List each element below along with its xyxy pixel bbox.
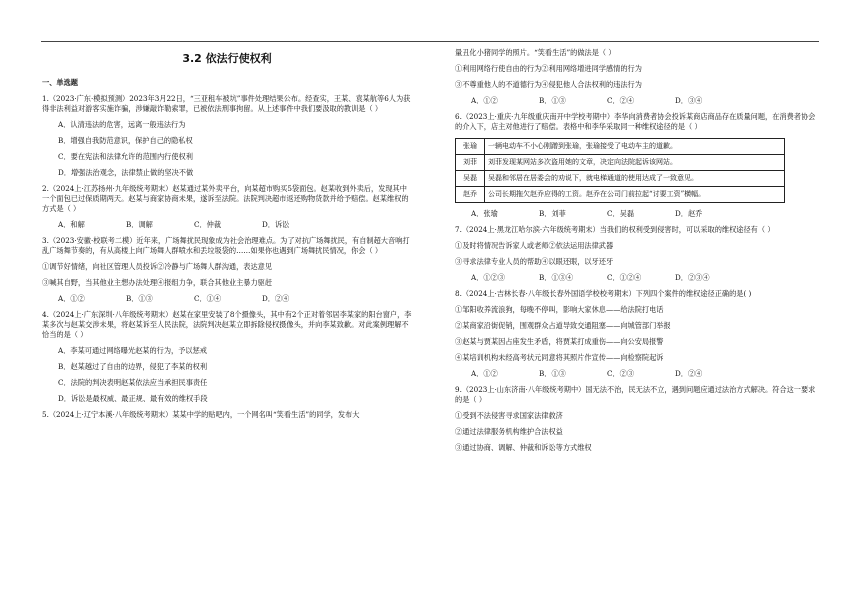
- statement-line: ②通过法律服务机构维护合法权益: [455, 427, 563, 436]
- table-cell-text: 公司长期拖欠赵乔应得的工资。赵乔在公司门前拉起“讨要工资”横幅。: [485, 187, 785, 203]
- table-cell-name: 赵乔: [456, 187, 485, 203]
- option: C．要在宪法和法律允许的范围内行使权利: [58, 152, 193, 161]
- question-5: 5.（2024上·辽宁本溪·八年级统考期末）某某中学的贴吧内，一个网名叫“笑看生活”的同学，发布大: [42, 410, 360, 419]
- option: C．①②④: [607, 273, 642, 282]
- question-5-continued: 量丑化小猪同学的照片。“笑看生活”的做法是（ ）: [455, 48, 616, 57]
- options-row: [471, 209, 820, 219]
- statement-line: ①调节好情绪，向社区管理人员投诉②冷静与广场舞人群沟通，表达意见: [42, 262, 273, 271]
- option: D．③④: [675, 96, 703, 105]
- option: A．认清违法的危害，远离一般违法行为: [58, 120, 186, 129]
- options-row: [58, 220, 412, 230]
- option: B．刘菲: [539, 209, 566, 218]
- statement-line: ③寻求法律专业人员的帮助④以眼还眼，以牙还牙: [455, 257, 614, 266]
- option: D．增强法治观念，法律禁止做的坚决不做: [58, 168, 194, 177]
- section-heading: 一、单选题: [42, 78, 78, 87]
- table-cell-text: 一辆电动车不小心刚蹭到张瑜，张瑜接受了电动车主的道歉。: [485, 139, 785, 155]
- table-row: [456, 187, 785, 203]
- option: A．李某可通过网络曝光赵某的行为，予以惩戒: [58, 346, 207, 355]
- option: A．张瑜: [471, 209, 498, 218]
- option: D．②③④: [675, 273, 710, 282]
- option: D．诉讼: [262, 220, 290, 229]
- question-8: 8.（2024上·吉林长春·八年级长春外国语学校校考期末）下列四个案件的维权途径正确的是( ): [455, 289, 752, 298]
- option: B．①③: [539, 96, 566, 105]
- question-4: 4.（2024上·广东深圳·八年级统考期末）赵某在家里安装了8个摄像头，其中有2个正对着邻居李某家的阳台窗户，李某多次与赵某交涉未果，将赵某诉至人民法院，法院判决赵某立即拆除侵权摄像头，并向李某致歉。对此案例理解不恰当的是（ ）: [42, 310, 412, 339]
- header-rule: [41, 41, 819, 42]
- question-1: 1.（2023·广东·模拟预测）2023年3月22日，“三亚租车被坑”事件处理结果公布。经查实，王某、袁某航等6人为获得非法利益对游客实施诈骗，涉嫌敲诈勒索罪，已被依法刑事拘留。从上述事件中我们要汲取的教训是（ ）: [42, 94, 411, 113]
- option: B．①③: [539, 369, 566, 378]
- statement-line: ④某培训机构未经高考状元同意将其照片作宣传——向检察院起诉: [455, 353, 664, 362]
- options-row: [471, 96, 820, 106]
- question-2: 2.（2024上·江苏扬州·九年级统考期末）赵某通过某外卖平台，向某超市购买5袋面包。赵某收到外卖后，发现其中一个面包已过保质期两天。赵某与商家协商未果，遂诉至法院。法院判决超市返还购物货款并给予赔偿。赵某维权的方式是（ ）: [42, 184, 409, 213]
- statement-line: ①及时将情况告诉家人或老师②依法运用法律武器: [455, 241, 614, 250]
- question-6: 6.（2023上·重庆·九年级重庆南开中学校考期中）李华向消费者协会投诉某商店商品存在质量问题，在消费者协会的介入下，店主对他进行了赔偿。表格中和李华采取同一种维权途径的是（ ）: [455, 112, 816, 131]
- left-column: [42, 48, 412, 426]
- question-7: 7.（2024上·黑龙江哈尔滨·六年级统考期末）当我们的权利受到侵害时，可以采取的维权途径有（ ）: [455, 225, 775, 234]
- option: B．①③④: [539, 273, 574, 282]
- option: C．仲裁: [194, 220, 222, 229]
- statement-line: ③不尊重他人的不道德行为④侵犯他人合法权利的违法行为: [455, 80, 642, 89]
- table-cell-name: 刘菲: [456, 155, 485, 171]
- table-row: [456, 139, 785, 155]
- option: A．①②③: [471, 273, 505, 282]
- options-row: [471, 369, 820, 379]
- statement-line: ③赵某与贾某因占座发生矛盾，将贾某打成重伤——向公安局报警: [455, 337, 664, 346]
- case-table: [455, 138, 785, 203]
- option: A．①②: [471, 369, 498, 378]
- option: B．调解: [126, 220, 153, 229]
- option: D．②④: [675, 369, 703, 378]
- option: C．②④: [607, 96, 635, 105]
- option: C．①④: [194, 294, 222, 303]
- option: A．①②: [471, 96, 498, 105]
- table-row: [456, 155, 785, 171]
- option: D．②④: [262, 294, 290, 303]
- options-row: [58, 294, 412, 304]
- option: A．和解: [58, 220, 85, 229]
- table-cell-text: 刘菲发现某网站多次盗用她的文章，决定向法院起诉该网站。: [485, 155, 785, 171]
- statement-line: ③通过协商、调解、仲裁和诉讼等方式维权: [455, 443, 592, 452]
- option: C．法院的判决表明赵某依法应当承担民事责任: [58, 378, 208, 387]
- page-title: 3.2 依法行使权利: [182, 52, 272, 65]
- statement-line: ①受到不法侵害寻求国家法律救济: [455, 411, 563, 420]
- table-cell-text: 吴磊和邻居在居委会的劝说下，就电梯通道的使用达成了一致意见。: [485, 171, 785, 187]
- question-3: 3.（2023·安徽·校联考二模）近年来，广场舞扰民现象成为社会治理难点。为了对抗广场舞扰民，有自制超大音响打乱广场舞节奏的，有从高楼上向广场舞人群喷水和丢垃圾袋的……如果你也遇到广场舞扰民情况，你会（ ）: [42, 236, 410, 255]
- question-9: 9.（2023上·山东济南·八年级统考期中）国无法不治，民无法不立，遇到问题应通过法治方式解决。符合这一要求的是（ ）: [455, 385, 816, 404]
- option: D．赵乔: [675, 209, 703, 218]
- table-cell-name: 张瑜: [456, 139, 485, 155]
- statement-line: ①利用网络行使自由的行为②利用网络增进同学感情的行为: [455, 64, 642, 73]
- option: B．①③: [126, 294, 153, 303]
- option: A．①②: [58, 294, 85, 303]
- table-cell-name: 吴磊: [456, 171, 485, 187]
- option: D．诉讼是最权威、最正规、最有效的维权手段: [58, 394, 208, 403]
- option: C．②③: [607, 369, 635, 378]
- option: B．赵某越过了自由的边界，侵犯了李某的权利: [58, 362, 208, 371]
- right-column: [455, 48, 820, 459]
- table-row: [456, 171, 785, 187]
- option: C．吴磊: [607, 209, 635, 218]
- statement-line: ③喊其自野，当其他业主想办法处理④报组力争，联合其他业主暴力驱赶: [42, 278, 273, 287]
- statement-line: ①邹阳收养流浪狗，每晚不停叫，影响大家休息——给法院打电话: [455, 305, 664, 314]
- option: B．增强自我防范意识，保护自己的隐私权: [58, 136, 193, 145]
- statement-line: ②某商家沿街促销，围观群众占道导致交通阻塞——向城管部门举报: [455, 321, 671, 330]
- options-row: [471, 273, 820, 283]
